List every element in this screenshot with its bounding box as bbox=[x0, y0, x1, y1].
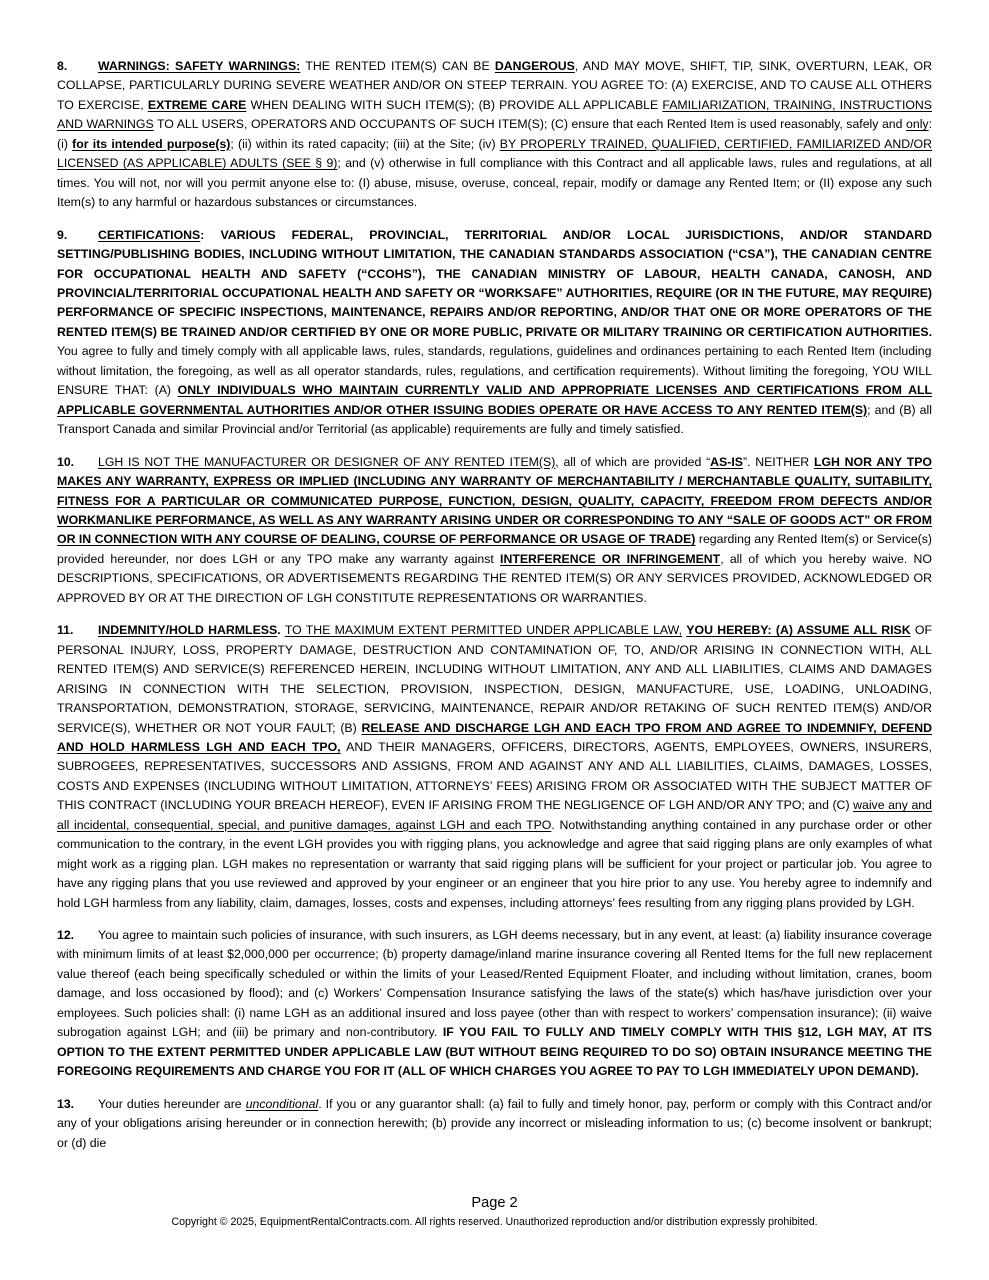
text-run: . If you or any guarantor shall: (a) fail to fully and timely honor, pay, perform or comply with this Contract and/or any of your obligations arising hereunder or in connection herewith; (b) provide any incorrect or misleading information to us; (c) become insolvent or bankrupt; or (d) die bbox=[57, 1096, 932, 1150]
text-run: THE RENTED ITEM(S) CAN BE bbox=[300, 59, 495, 73]
text-run: , AND MAY MOVE, SHIFT, TIP, SINK, OVERTURN, LEAK, OR COLLAPSE, PARTICULARLY DURING SEVERE WEATHER AND/OR ON STEEP TERRAIN. YOU AGREE TO: (A) EXERCISE, AND TO CAUSE ALL OTHERS TO EXERCISE, bbox=[57, 59, 933, 112]
page-number: Page 2 bbox=[471, 1195, 518, 1211]
text-run: . bbox=[277, 623, 285, 638]
text-run: You agree to maintain such policies of insurance, with such insurers, as LGH deems necessary, but in any event, at least: (a) liability insurance coverage with minimum limits of at least $2,000,000 per occurrence; (b) property damage/inland marine insurance covering all Rented Items for the full new replacement value thereof (each being specifically scheduled or within the limits of your Leased/Rented Equipment Floater, and including without limitation, cranes, boom damage, and loss occasioned by flood); and (c) Workers’ Compensation Insurance satisfying the laws of the state(s) which has/have jurisdiction over your employees. Such policies shall: (i) name LGH as an additional insured and loss payee (other than with respect to workers’ compensation insurance); (ii) waive subrogation against LGH; and (iii) be primary and non-contributory. bbox=[57, 928, 932, 1040]
page-footer bbox=[0, 1194, 989, 1229]
section-11 bbox=[57, 621, 932, 913]
text-run: ; (ii) within its rated capacity; (iii) at the Site; (iv) bbox=[230, 136, 500, 151]
text-run: unconditional bbox=[245, 1096, 319, 1111]
text-run: only bbox=[906, 117, 929, 132]
text-run: : (i) bbox=[57, 117, 932, 151]
text-run: EXTREME CARE bbox=[147, 97, 247, 112]
text-run: : VARIOUS FEDERAL, PROVINCIAL, TERRITORIAL AND/OR LOCAL JURISDICTIONS, AND/OR STANDARD SETTING/PUBLISHING BODIES, INCLUDING WITHOUT LIMITATION, THE CANADIAN STANDARDS ASSOCIATION (“CSA”), THE CANADIAN CENTRE FOR OCCUPATIONAL HEALTH AND SAFETY (“CCOHS”), THE CANADIAN MINISTRY OF LABOUR, HEALTH CANADA, CANOSH, AND PROVINCIAL/TERRITORIAL OCCUPATIONAL HEALTH AND SAFETY OR “WORKSAFE” AUTHORITIES, REQUIRE (OR IN THE FUTURE, MAY REQUIRE) PERFORMANCE OF SPECIFIC INSPECTIONS, MAINTENANCE, REPAIRS AND/OR REPORTING, AND/OR THAT ONE OR MORE OPERATORS OF THE RENTED ITEM(S) BE TRAINED AND/OR CERTIFIED BY ONE OR MORE PUBLIC, PRIVATE OR MILITARY TRAINING OR CERTIFICATION AUTHORITIES. bbox=[57, 227, 932, 339]
text-run: ; and (B) all Transport Canada and similar Provincial and/or Territorial (as applicable) requirements are fully and timely satisfied. bbox=[57, 402, 932, 437]
document-body bbox=[57, 57, 932, 1153]
text-run: , all of which you hereby waive. NO DESCRIPTIONS, SPECIFICATIONS, OR ADVERTISEMENTS REGARDING THE RENTED ITEM(S) OR ANY SERVICES PROVIDED, ACKNOWLEDGED OR APPROVED BY OR AT THE DIRECTION OF LGH CONSTITUTE REPRESENTATIONS OR WARRANTIES. bbox=[57, 551, 932, 605]
text-run: Your duties hereunder are bbox=[98, 1096, 246, 1111]
text-run: ONLY INDIVIDUALS WHO MAINTAIN CURRENTLY VALID AND APPROPRIATE LICENSES AND CERTIFICATIONS FROM ALL APPLICABLE GOVERNMENTAL AUTHORITIES AND/OR OTHER ISSUING BODIES OPERATE OR HAVE ACCESS TO ANY RENTED ITEM(S) bbox=[57, 383, 932, 417]
section-number: 8. bbox=[57, 59, 68, 73]
text-run: AND THEIR MANAGERS, OFFICERS, DIRECTORS, AGENTS, EMPLOYEES, OWNERS, INSURERS, SUBROGEES, REPRESENTATIVES, SUCCESSORS AND ASSIGNS, FROM AND AGAINST ANY AND ALL LIABILITIES, CLAIMS, DAMAGES, LOSSES, COSTS AND EXPENSES (INCLUDING WITHOUT LIMITATION, ATTORNEYS’ FEES) ARISING FROM OR ASSOCIATED WITH THE SUBJECT MATTER OF THIS CONTRACT (INCLUDING YOUR BREACH HEREOF), EVEN IF ARISING FROM THE NEGLIGENCE OF LGH AND/OR ANY TPO; and (C) bbox=[57, 739, 932, 813]
text-run: for its intended purpose(s) bbox=[72, 136, 231, 151]
copyright-notice: Copyright © 2025, EquipmentRentalContracts.com. All rights reserved. Unauthorized reproduction and/or distribution expressly prohibited. bbox=[171, 1216, 818, 1228]
text-run: IF YOU FAIL TO FULLY AND TIMELY COMPLY WITH THIS §12, LGH MAY, AT ITS OPTION TO THE EXTENT PERMITTED UNDER APPLICABLE LAW (BUT WITHOUT BEING REQUIRED TO DO SO) OBTAIN INSURANCE MEETING THE FOREGOING REQUIREMENTS AND CHARGE YOU FOR IT (ALL OF WHICH CHARGES YOU AGREE TO PAY TO LGH IMMEDIATELY UPON DEMAND). bbox=[57, 1025, 932, 1079]
section-number: 9. bbox=[57, 227, 68, 242]
text-run: WHEN DEALING WITH SUCH ITEM(S); (B) PROVIDE ALL APPLICABLE bbox=[246, 97, 663, 112]
text-run: ; and (v) otherwise in full compliance with this Contract and all applicable laws, rules and regulations, at all times. You will not, nor will you permit anyone else to: (I) abuse, misuse, overuse, conceal, repair, modify or damage any Rented Item; or (II) expose any such Item(s) to any harmful or hazardous substances or circumstances. bbox=[57, 156, 932, 210]
text-run: DANGEROUS bbox=[494, 59, 575, 73]
text-run: LGH IS NOT THE MANUFACTURER OR DESIGNER OF ANY RENTED ITEM(S) bbox=[98, 454, 556, 469]
text-run: WARNINGS: SAFETY WARNINGS: bbox=[98, 59, 301, 73]
section-number: 13. bbox=[57, 1096, 75, 1111]
section-number: 10. bbox=[57, 454, 75, 469]
section-number: 11. bbox=[57, 623, 74, 638]
text-run: , all of which are provided “ bbox=[555, 454, 711, 469]
section-9 bbox=[57, 226, 932, 440]
text-run: regarding any Rented Item(s) or Service(s) provided hereunder, nor does LGH or any TPO make any warranty against bbox=[57, 532, 933, 566]
section-13 bbox=[57, 1095, 932, 1153]
text-run: AS-IS bbox=[710, 454, 743, 469]
text-run: waive any and all incidental, consequential, special, and punitive damages, against LGH and each TPO bbox=[57, 798, 932, 832]
section-number: 12. bbox=[57, 928, 75, 943]
text-run: CERTIFICATIONS bbox=[98, 227, 201, 242]
section-12 bbox=[57, 926, 932, 1082]
text-run: TO ALL USERS, OPERATORS AND OCCUPANTS OF SUCH ITEM(S); (C) ensure that each Rented Item is used reasonably, safely and bbox=[153, 117, 907, 132]
text-run: . Notwithstanding anything contained in any purchase order or other communication to the contrary, in the event LGH provides you with rigging plans, you acknowledge and agree that said rigging plans are only examples of what might work as a rigging plan. LGH makes no representation or warranty that said rigging plans will be sufficient for your project or particular job. You agree to have any rigging plans that you use reviewed and approved by your engineer or an engineer that you hire prior to any use. You hereby agree to indemnify and hold LGH harmless from any liability, claim, damages, losses, costs and expenses, including attorneys’ fees resulting from any rigging plans provided by LGH. bbox=[57, 817, 932, 910]
text-run: LGH NOR ANY TPO MAKES ANY WARRANTY, EXPRESS OR IMPLIED (INCLUDING ANY WARRANTY OF MERCHANTABILITY / MERCHANTABLE QUALITY, SUITABILITY, FITNESS FOR A PARTICULAR OR COMMUNICATED PURPOSE, FUNCTION, DESIGN, QUALITY, CAPACITY, FREEDOM FROM DEFECTS AND/OR WORKMANLIKE PERFORMANCE, AS WELL AS ANY WARRANTY ARISING UNDER OR CORRESPONDING TO ANY “SALE OF GOODS ACT” OR FROM OR IN CONNECTION WITH ANY COURSE OF DEALING, COURSE OF PERFORMANCE OR USAGE OF TRADE) bbox=[57, 454, 932, 547]
section-10 bbox=[57, 453, 932, 609]
text-run: FAMILIARIZATION, TRAINING, INSTRUCTIONS AND WARNINGS bbox=[57, 97, 933, 132]
text-run: You agree to fully and timely comply with all applicable laws, rules, standards, regulations, guidelines and ordinances pertaining to each Rented Item (including without limitation, the foregoing, as well as all operator standards, rules, regulations, and certification requirements). Without limiting the foregoing, YOU WILL ENSURE THAT: (A) bbox=[57, 344, 932, 398]
text-run: YOU HEREBY: (A) ASSUME ALL RISK bbox=[686, 623, 911, 638]
text-run: BY PROPERLY TRAINED, QUALIFIED, CERTIFIED, FAMILIARIZED AND/OR LICENSED (AS APPLICABLE) ADULTS (SEE § 9) bbox=[57, 136, 932, 171]
text-run: INDEMNITY/HOLD HARMLESS bbox=[98, 623, 278, 638]
text-run: RELEASE AND DISCHARGE LGH AND EACH TPO FROM AND AGREE TO INDEMNIFY, DEFEND AND HOLD HARMLESS LGH AND EACH TPO, bbox=[57, 720, 932, 754]
text-run: INTERFERENCE OR INFRINGEMENT bbox=[500, 551, 721, 566]
text-run: ”. NEITHER bbox=[742, 454, 814, 469]
text-run: TO THE MAXIMUM EXTENT PERMITTED UNDER APPLICABLE LAW, bbox=[284, 623, 682, 638]
text-run: OF PERSONAL INJURY, LOSS, PROPERTY DAMAGE, DESTRUCTION AND CONTAMINATION OF, TO, AND/OR ARISING IN CONNECTION WITH, ALL RENTED ITEM(S) AND SERVICE(S) REFERENCED HEREIN, INCLUDING WITHOUT LIMITATION, ANY AND ALL LIABILITIES, CLAIMS AND DAMAGES ARISING IN CONNECTION WITH THE SELECTION, PROVISION, INSPECTION, DESIGN, MANUFACTURE, USE, LOADING, UNLOADING, TRANSPORTATION, DEMONSTRATION, STORAGE, SERVICING, MAINTENANCE, REPAIR AND/OR RETAKING OF SUCH RENTED ITEM(S) AND/OR SERVICE(S), WHETHER OR NOT YOUR FAULT; (B) bbox=[57, 623, 932, 735]
section-8 bbox=[57, 57, 932, 213]
